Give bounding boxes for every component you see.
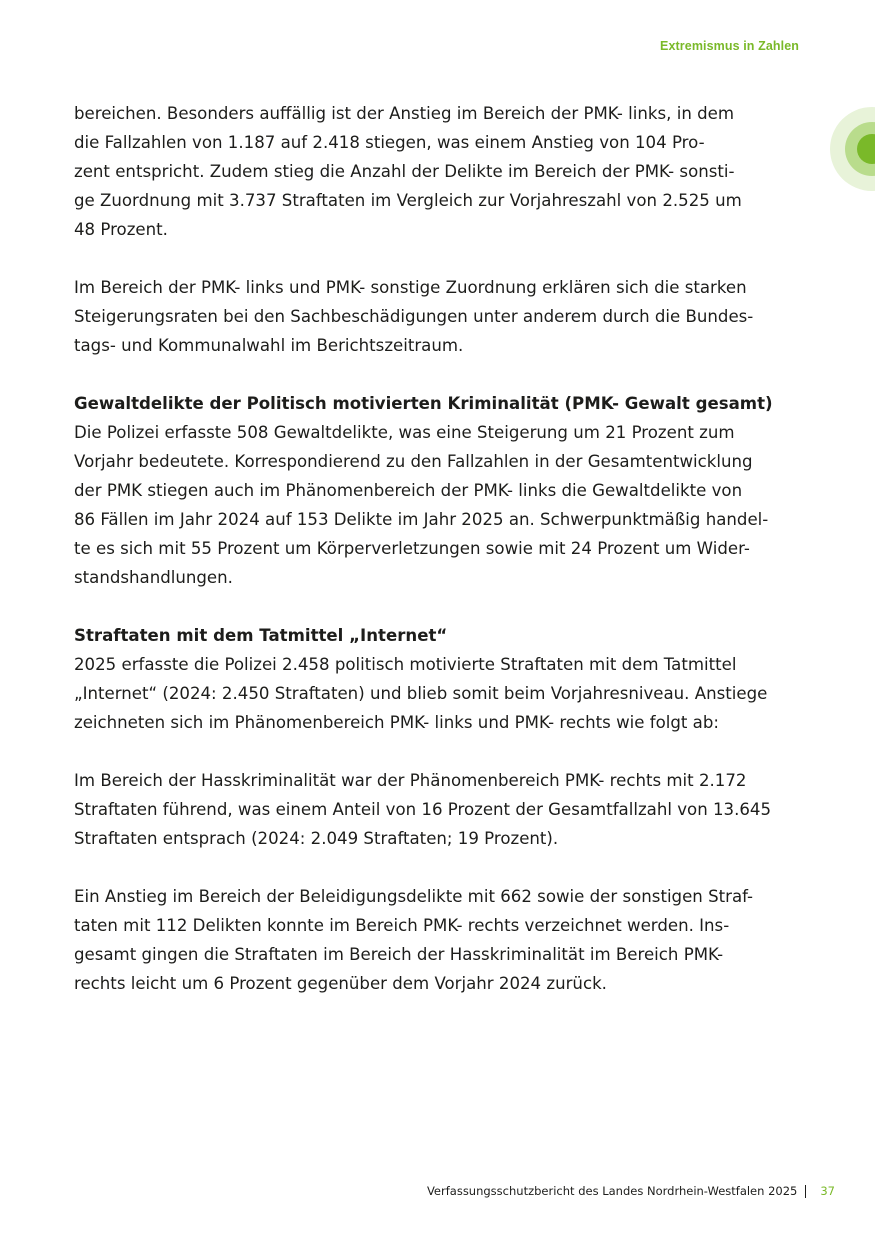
heading-gewaltdelikte: Gewaltdelikte der Politisch motivierten Kriminalität (PMK- Gewalt gesamt) bbox=[74, 394, 773, 413]
page-footer bbox=[427, 1184, 835, 1198]
section-title: Extremismus in Zahlen bbox=[660, 39, 799, 53]
footer-divider bbox=[805, 1185, 806, 1198]
decorative-circle-graphic bbox=[830, 107, 875, 191]
paragraph-3: Die Polizei erfasste 508 Gewaltdelikte, was eine Steigerung um 21 Prozent zum Vorjahr bedeutete. Korrespondierend zu den Fallzahlen in der Gesamtentwicklung der PMK stiegen auch im Phänomenbereich der PMK- links die Gewaltdelikte von 86 Fällen im Jahr 2024 auf 153 Delikte im Jahr 2025 an. Schwerpunktmäßig handel- te es sich mit 55 Prozent um Körperverletzungen sowie mit 24 Prozent um Wider- standshandlungen. bbox=[74, 423, 769, 587]
paragraph-2: Im Bereich der PMK- links und PMK- sonstige Zuordnung erklären sich die starken Steigerungsraten bei den Sachbeschädigungen unter anderem durch die Bundes- tags- und Kommunalwahl im Berichtszeitraum. bbox=[74, 278, 754, 355]
page-number: 37 bbox=[820, 1184, 835, 1198]
paragraph-1: bereichen. Besonders auffällig ist der Anstieg im Bereich der PMK- links, in dem die Fallzahlen von 1.187 auf 2.418 stiegen, was einem Anstieg von 104 Pro- zent entspricht. Zudem stieg die Anzahl der Delikte im Bereich der PMK- sonsti- ge Zuordnung mit 3.737 Straftaten im Vergleich zur Vorjahreszahl von 2.525 um 48 Prozent. bbox=[74, 104, 742, 239]
publication-title: Verfassungsschutzbericht des Landes Nordrhein-Westfalen 2025 bbox=[426, 1184, 798, 1198]
paragraph-4: 2025 erfasste die Polizei 2.458 politisch motivierte Straftaten mit dem Tatmittel „Internet“ (2024: 2.450 Straftaten) und blieb somit beim Vorjahresniveau. Anstiege zeichneten sich im Phänomenbereich PMK- links und PMK- rechts wie folgt ab: bbox=[74, 655, 768, 732]
main-text bbox=[74, 99, 804, 1027]
paragraph-5: Im Bereich der Hasskriminalität war der Phänomenbereich PMK- rechts mit 2.172 Straftaten führend, was einem Anteil von 16 Prozent der Gesamtfallzahl von 13.645 Straftaten entsprach (2024: 2.049 Straftaten; 19 Prozent). bbox=[74, 771, 772, 848]
paragraph-6: Ein Anstieg im Bereich der Beleidigungsdelikte mit 662 sowie der sonstigen Straf- taten mit 112 Delikten konnte im Bereich PMK- rechts verzeichnet werden. Ins- gesamt gingen die Straftaten im Bereich der Hasskriminalität im Bereich PMK- rechts leicht um 6 Prozent gegenüber dem Vorjahr 2024 zurück. bbox=[74, 887, 754, 993]
heading-internet: Straftaten mit dem Tatmittel „Internet“ bbox=[74, 626, 448, 645]
